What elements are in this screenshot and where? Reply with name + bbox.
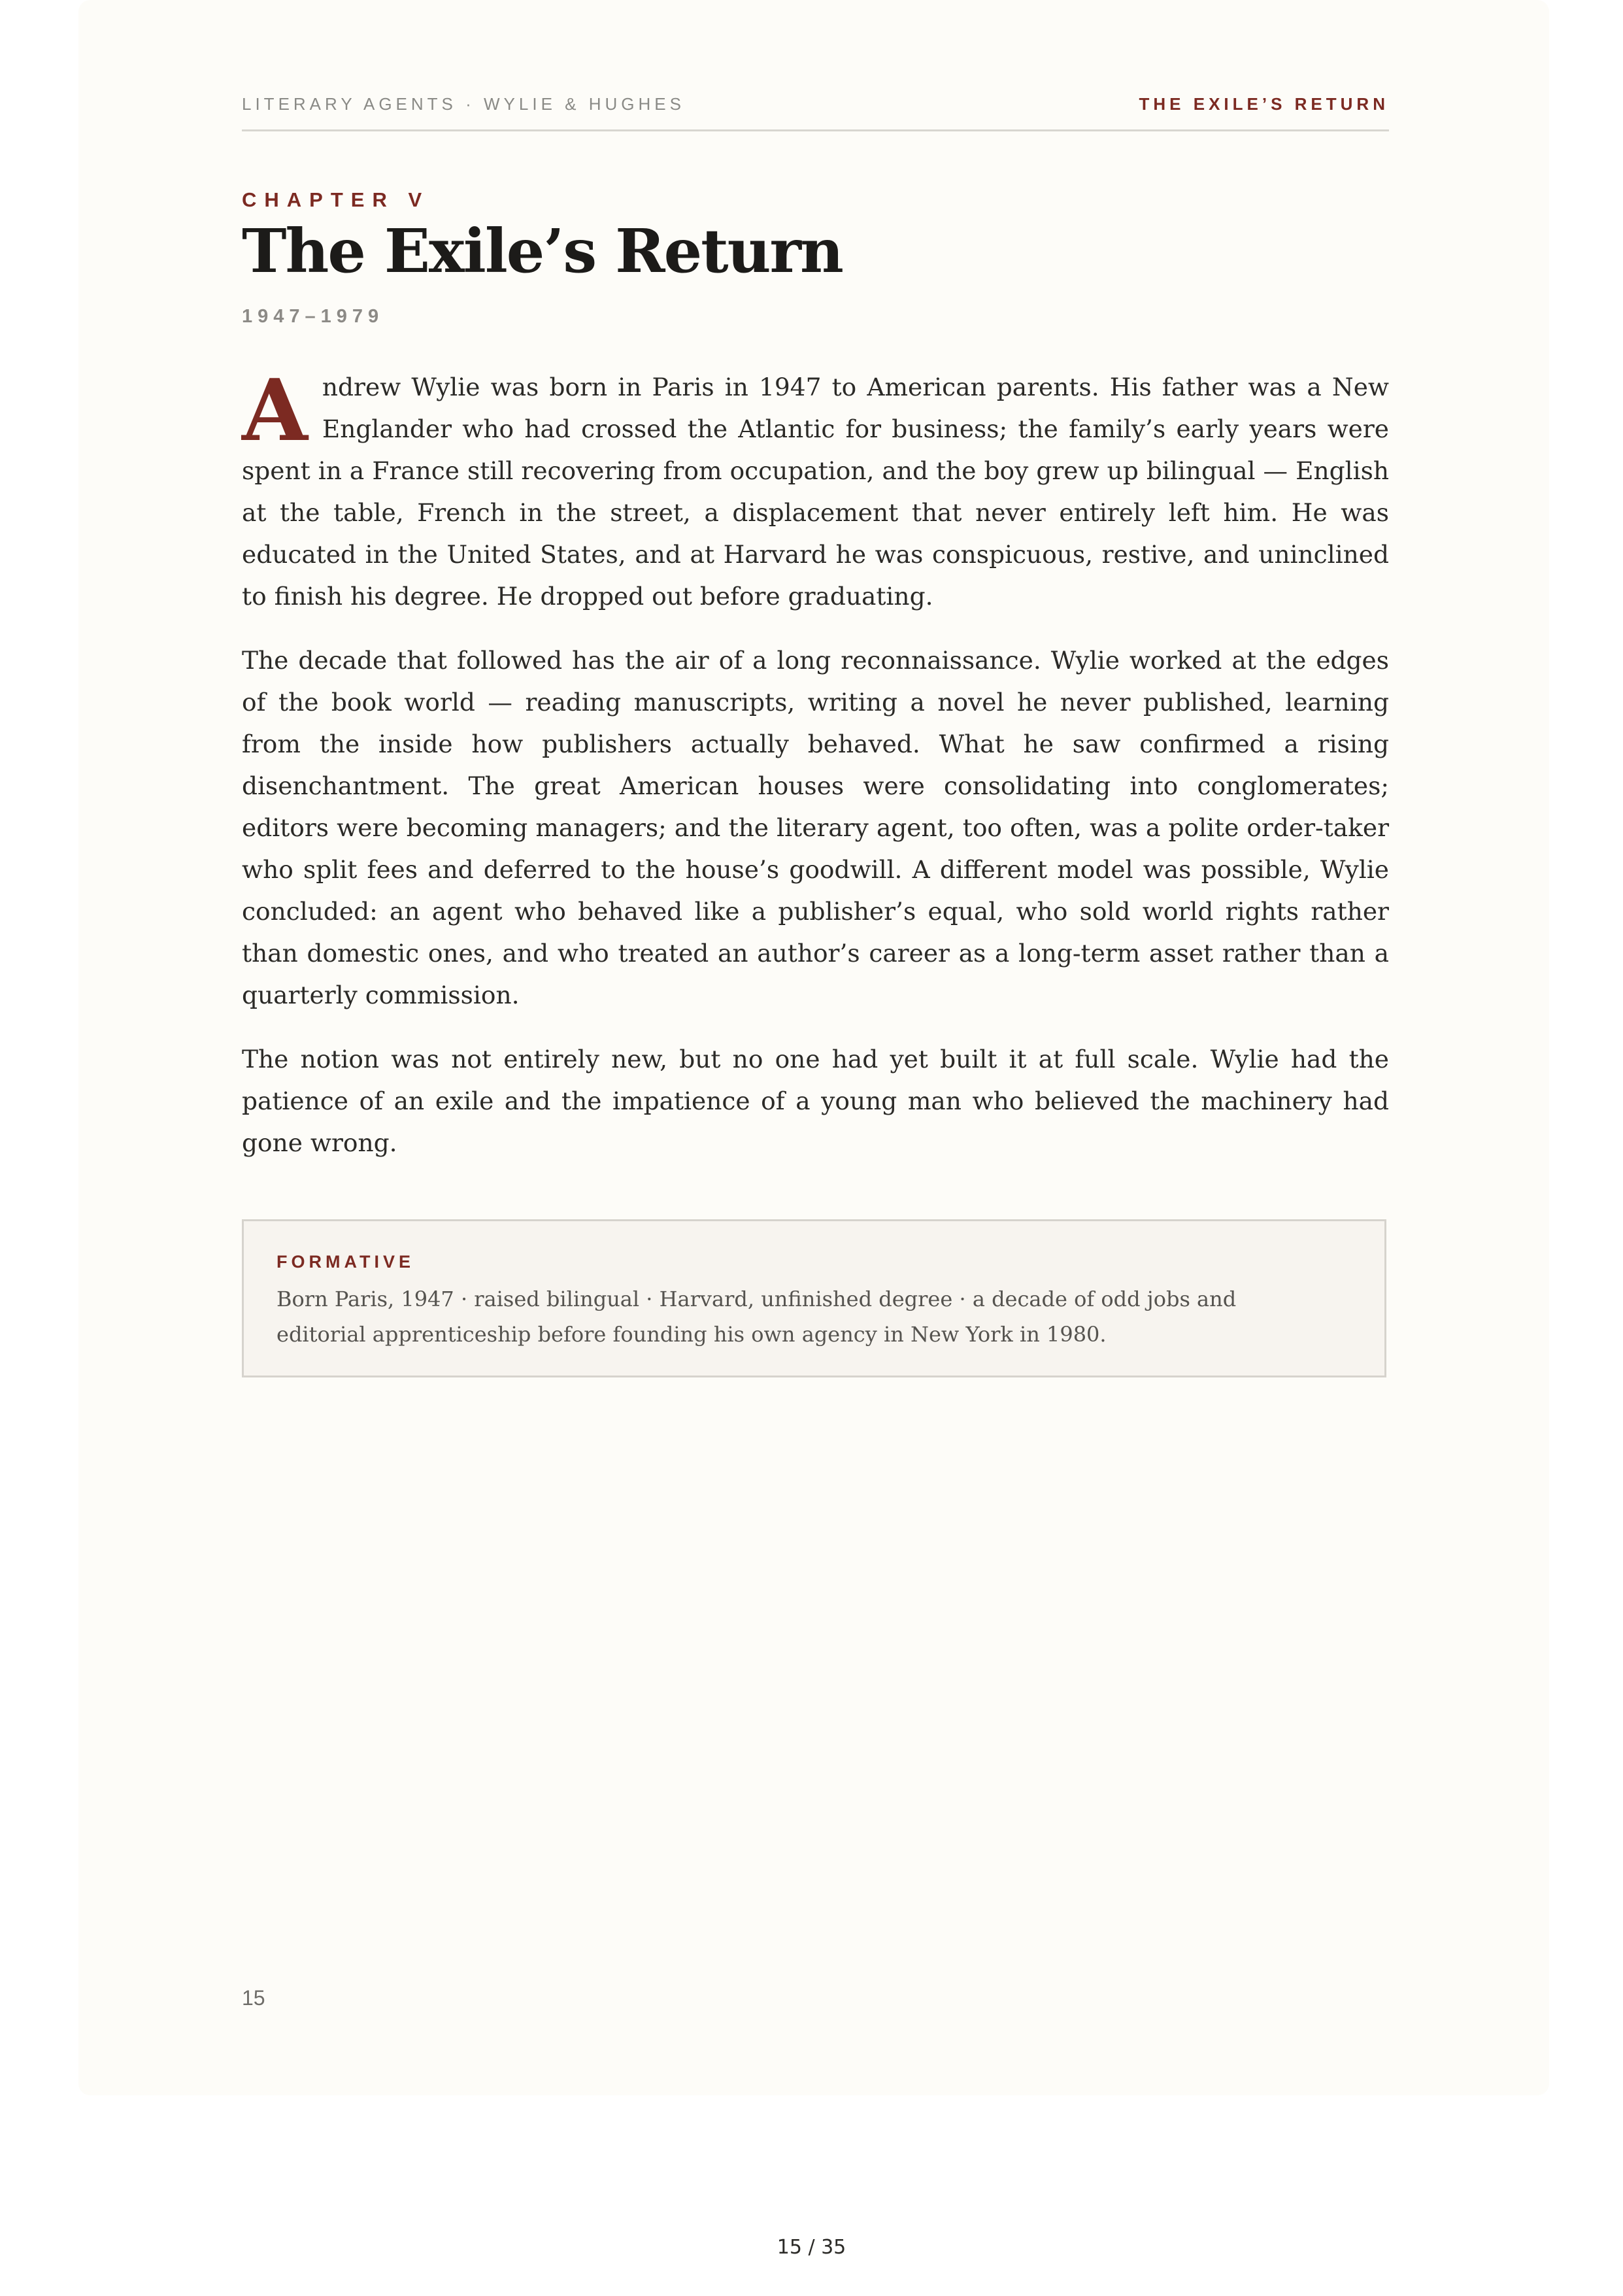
page-number: 15 (242, 1986, 265, 2010)
viewer-page-indicator: 15 / 35 (777, 2236, 846, 2259)
paragraph-3: The notion was not entirely new, but no one had yet built it at full scale. Wylie had the patience of an exile and the impatience of a young man who believed the machinery had gone wrong. (242, 1045, 1389, 1157)
chapter-label: CHAPTER V (242, 188, 430, 211)
running-header (242, 92, 1389, 131)
callout-label: FORMATIVE (276, 1252, 414, 1272)
paragraph-1-text: ndrew Wylie was born in Paris in 1947 to American parents. His father was a New Englander who had crossed the Atlantic for business; the family’s early years were spent in a France still recovering from occupation, and the boy grew up bilingual — English at the table, French in the street, a displacement that never entirely left him. He was educated in the United States, and at Harvard he was conspicuous, restive, and uninclined to finish his degree. He dropped out before graduating. (242, 373, 1389, 611)
chapter-dates: 1947–1979 (242, 306, 384, 327)
header-chapter-title: THE EXILE’S RETURN (1139, 94, 1389, 114)
header-publication-title: LITERARY AGENTS · WYLIE & HUGHES (242, 94, 685, 114)
paragraph-1 (242, 360, 1389, 617)
drop-cap: A (242, 360, 308, 460)
callout-text: Born Paris, 1947 · raised bilingual · Harvard, unfinished degree · a decade of odd jobs and editorial apprenticeship before founding his own agency in New York in 1980. (276, 1287, 1237, 1347)
chapter-body (242, 360, 1389, 1186)
paragraph-2: The decade that followed has the air of a long reconnaissance. Wylie worked at the edges of the book world — reading manuscripts, writing a novel he never published, learning from the inside how publishers actually behaved. What he saw confirmed a rising disenchantment. The great American houses were consolidating into conglomerates; editors were becoming managers; and the literary agent, too often, was a polite order-taker who split fees and deferred to the house’s goodwill. A different model was possible, Wylie concluded: an agent who behaved like a publisher’s equal, who sold world rights rather than domestic ones, and who treated an author’s career as a long-term asset rather than a quarterly commission. (242, 646, 1389, 1009)
formative-callout-box (242, 1219, 1386, 1377)
chapter-title: The Exile’s Return (242, 216, 843, 286)
